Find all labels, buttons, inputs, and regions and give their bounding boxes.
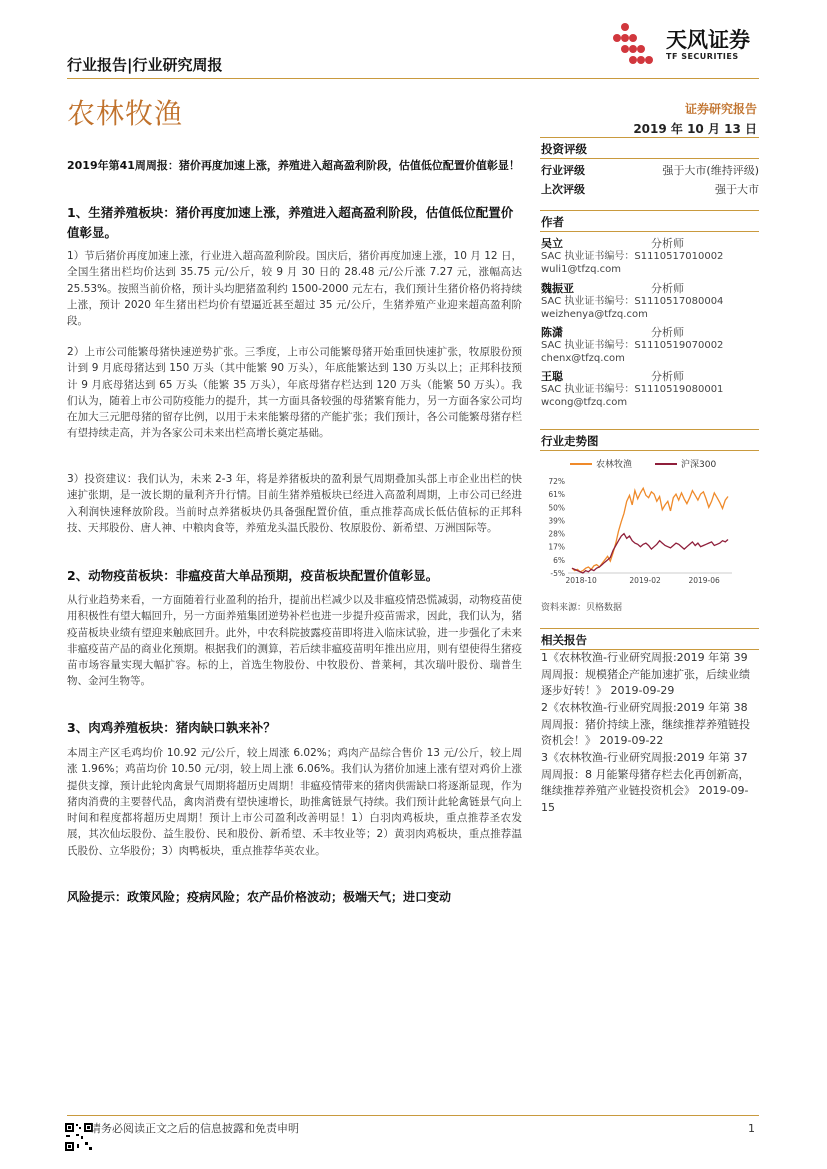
report-subtitle: 2019年第41周周报：猪价再度加速上涨，养殖进入超高盈利阶段，估值低位配置价值彰显！ xyxy=(67,159,520,172)
sidebar-divider xyxy=(540,231,759,232)
author-role: 分析师 xyxy=(651,370,684,383)
footer-divider xyxy=(67,1115,759,1116)
logo-mark-icon xyxy=(613,23,653,64)
author-email[interactable]: chenx@tfzq.com xyxy=(541,353,625,364)
header-divider xyxy=(67,78,759,79)
y-tick-label: 61% xyxy=(548,490,565,500)
rating-label: 上次评级 xyxy=(541,183,585,196)
y-tick-label: 72% xyxy=(548,477,565,486)
author-entry xyxy=(541,370,759,409)
sidebar-divider xyxy=(540,450,759,451)
rating-row-previous xyxy=(541,181,759,197)
author-email[interactable]: wcong@tfzq.com xyxy=(541,397,628,408)
author-role: 分析师 xyxy=(651,326,684,339)
sector-title: 农林牧渔 xyxy=(67,97,184,130)
related-report-2[interactable]: 2《农林牧渔-行业研究周报:2019 年第 38 周周报：猪价持续上涨，继续推荐养殖链投资机会！》 2019-09-22 xyxy=(541,701,750,747)
x-tick-label: 2019-02 xyxy=(629,576,661,585)
sidebar-divider xyxy=(540,137,759,138)
author-sac: SAC 执业证书编号：S1110517080004 xyxy=(541,296,724,307)
x-tick-label: 2018-10 xyxy=(565,576,597,585)
rating-value: 强于大市 xyxy=(715,183,759,196)
author-sac: SAC 执业证书编号：S1110519070002 xyxy=(541,340,724,351)
y-tick-label: 6% xyxy=(553,555,565,565)
author-entry xyxy=(541,237,759,276)
authors-title: 作者 xyxy=(541,215,564,229)
author-role: 分析师 xyxy=(651,282,684,295)
trend-title: 行业走势图 xyxy=(541,434,599,448)
rating-title: 投资评级 xyxy=(541,142,587,156)
disclaimer-note: 请务必阅读正文之后的信息披露和免责申明 xyxy=(90,1122,299,1135)
sidebar-divider xyxy=(540,210,759,211)
sidebar-divider xyxy=(540,628,759,629)
sidebar-divider xyxy=(540,429,759,430)
section-2-para-1: 从行业趋势来看，一方面随着行业盈利的抬升，提前出栏减少以及非瘟疫情恐慌减弱，动物疫苗使用积极性有望大幅回升，另一方面养殖集团逆势补栏也进一步提升疫苗需求，因此，我们认为，猪疫苗板块业绩有望迎来触底回升。此外，中农科院披露疫苗即将进入临床试验，进一步强化了未来非瘟疫苗产品的商业化预期。根据我们的测算，若后续非瘟疫苗明年推出应用，则有望使得生猪疫苗市场容量实现大幅扩容。标的上，首选生物股份、中牧股份、普莱柯，其次瑞叶股份、瑞普生物、金河生物等。 xyxy=(67,594,522,688)
section-3-heading: 3、肉鸡养殖板块：猪肉缺口孰来补？ xyxy=(67,720,276,735)
legend-label: 沪深300 xyxy=(681,460,717,470)
report-date: 2019 年 10 月 13 日 xyxy=(633,122,757,136)
chart-source: 资料来源：贝格数据 xyxy=(541,603,623,613)
author-sac: SAC 执业证书编号：S1110517010002 xyxy=(541,251,724,262)
author-email[interactable]: wuli1@tfzq.com xyxy=(541,264,622,275)
report-type: 行业报告|行业研究周报 xyxy=(67,56,223,74)
y-tick-label: -5% xyxy=(550,569,565,578)
author-name: 魏振亚 xyxy=(541,282,574,295)
author-email[interactable]: weizhenya@tfzq.com xyxy=(541,309,648,320)
y-tick-label: 17% xyxy=(548,542,565,552)
rating-label: 行业评级 xyxy=(541,164,585,177)
author-role: 分析师 xyxy=(651,237,684,250)
related-report-1[interactable]: 1《农林牧渔-行业研究周报:2019 年第 39 周周报：规模猪企产能加速扩张，后续业绩逐步好转！》 2019-09-29 xyxy=(541,651,750,697)
page-number: 1 xyxy=(748,1122,755,1135)
section-1-para-2: 2）上市公司能繁母猪快速逆势扩张。三季度，上市公司能繁母猪开始重回快速扩张，牧原股份预计到 9 月底母猪达到 150 万头（其中能繁 90 万头），年底能繁达到 130 万头以上；正邦科技预计 9 月底母猪达到 65 万头（能繁 35 万头），年底母猪存栏达到 120 万头（能繁 50 万头）。我们认为，随着上市公司防疫能力的提升，其一方面具备较强的母猪繁育能力，另一方面各家公司均在加大三元肥母猪的留存比例，以用于未来能繁母猪的产能扩张；我们预计，各公司能繁母猪存栏有望持续走高，并为各家公司未来出栏高增长奠定基础。 xyxy=(67,346,522,440)
section-2-heading: 2、动物疫苗板块：非瘟疫苗大单品预期，疫苗板块配置价值彰显。 xyxy=(67,568,439,583)
author-entry xyxy=(541,326,759,365)
y-tick-label: 39% xyxy=(548,516,565,526)
sidebar-divider xyxy=(540,158,759,159)
author-name: 王聪 xyxy=(541,370,563,383)
series-line xyxy=(572,488,728,572)
section-3-para-1: 本周主产区毛鸡均价 10.92 元/公斤，较上周涨 6.02%；鸡肉产品综合售价 13 元/公斤，较上周涨 1.96%；鸡苗均价 10.50 元/羽，较上周上涨 6.06%。我们认为猪价加速上涨有望对鸡价上涨提供支撑，预计此轮肉禽景气周期将超历史周期！非瘟疫情带来的猪肉供需缺口将逐渐显现，作为猪肉消费的主要替代品，禽肉消费有望快速增长，助推禽链景气持续。我们预计此轮禽链景气向上时间和程度都将超历史周期！预计上市公司盈利改善明显！1）白羽肉鸡板块，重点推荐圣农发展，其次仙坛股份、益生股份、民和股份、新希望、禾丰牧业等；2）黄羽肉鸡板块，重点推荐温氏股份、立华股份；3）肉鸭板块，重点推荐华英农业。 xyxy=(67,747,522,857)
legend-label: 农林牧渔 xyxy=(596,460,633,470)
industry-trend-chart xyxy=(540,455,740,595)
author-name: 陈潇 xyxy=(541,326,563,339)
author-name: 吴立 xyxy=(541,237,563,250)
section-1-heading: 1、生猪养殖板块：猪价再度加速上涨，养殖进入超高盈利阶段，估值低位配置价值彰显。 xyxy=(67,205,514,240)
report-kind: 证券研究报告 xyxy=(684,102,757,116)
related-report-3[interactable]: 3《农林牧渔-行业研究周报:2019 年第 37 周周报：8 月能繁母猪存栏去化再创新高，继续推荐养殖产业链投资机会》 2019-09-15 xyxy=(541,751,750,814)
series-line xyxy=(572,534,728,573)
logo-text-cn: 天风证券 xyxy=(666,28,750,52)
risk-warning: 风险提示：政策风险；疫病风险；农产品价格波动；极端天气；进口变动 xyxy=(67,890,452,904)
y-tick-label: 50% xyxy=(548,503,565,513)
section-1-para-1: 1）节后猪价再度加速上涨，行业进入超高盈利阶段。国庆后，猪价再度加速上涨，10 月 12 日，全国生猪出栏均价达到 35.75 元/公斤，较 9 月 30 日的 28.48 元/公斤涨 7.27 元，涨幅高达 25.53%。按照当前价格，预计头均肥猪盈利约 1500-2000 元左右，我们预计生猪价格仍将持续上涨，预计 2020 年生猪出栏均价有望逼近甚至超过 35 元/公斤，生猪养殖产业迎来超高盈利阶段。 xyxy=(67,250,522,328)
y-tick-label: 28% xyxy=(548,529,565,539)
author-sac: SAC 执业证书编号：S1110519080001 xyxy=(541,384,724,395)
x-tick-label: 2019-06 xyxy=(688,576,720,585)
rating-value: 强于大市(维持评级) xyxy=(662,164,759,177)
logo-text-en: TF SECURITIES xyxy=(666,52,739,61)
related-title: 相关报告 xyxy=(541,633,587,647)
author-entry xyxy=(541,282,759,321)
section-1-para-3: 3）投资建议：我们认为，未来 2-3 年，将是养猪板块的盈利景气周期叠加头部上市企业出栏的快速扩张期，是一波长期的量利齐升行情。目前生猪养殖板块已经进入高盈利周期，上市公司已经进入利润快速释放阶段。当前时点养猪板块仍具备强配置价值，重点推荐高成长低估值标的正邦科技、天邦股份、唐人神、中粮肉食等，养殖龙头温氏股份、牧原股份、新希望、万洲国际等。 xyxy=(67,473,522,534)
rating-row-industry xyxy=(541,162,759,178)
